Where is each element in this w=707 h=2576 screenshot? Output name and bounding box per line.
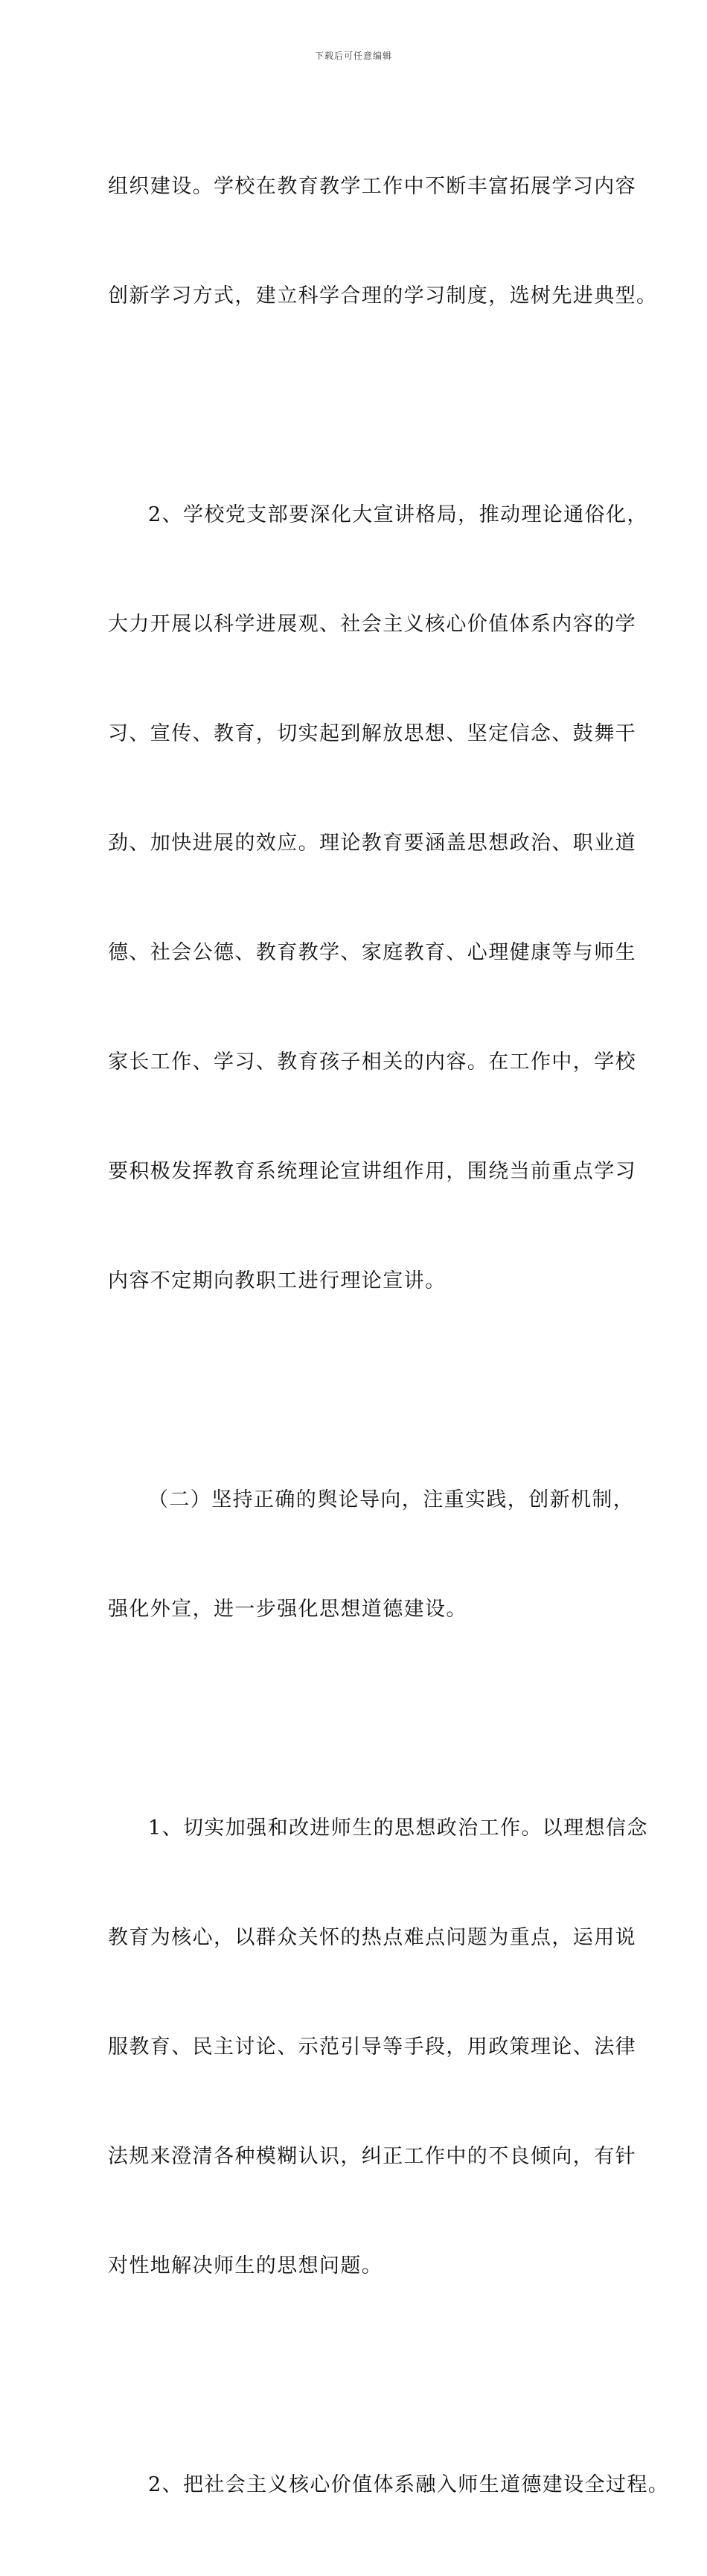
text-line: 法规来澄清各种模糊认识，纠正工作中的不良倾向，有针 [108,2145,636,2168]
text-line: 对性地解决师生的思想问题。 [108,2254,383,2277]
text-line: 内容不定期向教职工进行理论宣讲。 [108,1269,447,1292]
text-line: 1、切实加强和改进师生的思想政治工作。以理想信念 [148,1817,648,1840]
text-line: 教育为核心，以群众关怀的热点难点问题为重点，运用说 [108,1926,636,1949]
text-line: 家长工作、学习、教育孩子相关的内容。在工作中，学校 [108,1051,636,1074]
text-line: 服教育、民主讨论、示范引导等手段，用政策理论、法律 [108,2035,636,2059]
text-line: 2、把社会主义核心价值体系融入师生道德建设全过程。 [148,2473,670,2496]
paragraph-gap [108,1700,607,1737]
text-line: 要积极发挥教育系统理论宣讲组作用，围绕当前重点学习 [108,1160,636,1183]
text-line: 劲、加快进展的效应。理论教育要涵盖思想政治、职业道 [108,832,636,855]
paragraph-political-work [108,1737,648,2357]
paragraph-gap [108,2357,607,2394]
paragraph-gap [108,387,607,424]
page-header: 下载后可任意编辑 [314,51,392,61]
text-line: 强化外宣，进一步强化思想道德建设。 [108,1598,467,1621]
paragraph-core-values [108,2394,670,2576]
paragraph-party-branch [108,424,648,1372]
text-line: 组织建设。学校在教育教学工作中不断丰富拓展学习内容 [108,175,636,198]
text-line: 创新学习方式，建立科学合理的学习制度，选树先进典型。 [108,284,658,307]
text-line: （二）坚持正确的舆论导向，注重实践，创新机制， [148,1488,635,1511]
paragraph-gap [108,1372,607,1409]
paragraph-continuation [108,95,658,387]
text-line: 2、学校党支部要深化大宣讲格局，推动理论通俗化， [148,503,648,526]
text-line: 德、社会公德、教育教学、家庭教育、心理健康等与师生 [108,941,636,964]
text-line: 大力开展以科学进展观、社会主义核心价值体系内容的学 [108,613,636,636]
text-line: 习、宣传、教育，切实起到解放思想、坚定信念、鼓舞干 [108,722,636,745]
section-heading-two [108,1409,635,1700]
document-body [108,95,670,2576]
